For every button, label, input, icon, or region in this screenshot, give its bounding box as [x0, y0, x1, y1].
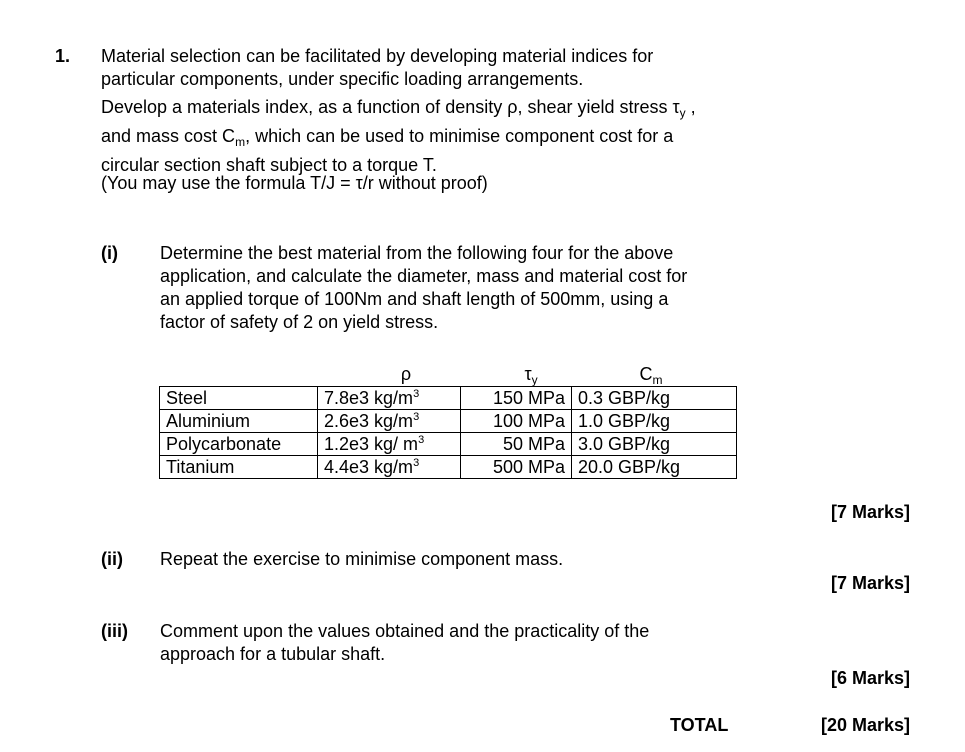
mass-cost-cell: 3.0 GBP/kg: [572, 433, 737, 456]
shear-yield-cell: 100 MPa: [461, 410, 572, 433]
intro-line: Material selection can be facilitated by developing material indices for: [101, 46, 654, 66]
develop-line2-text: and mass cost C: [101, 126, 236, 146]
material-name: Polycarbonate: [160, 433, 318, 456]
part-ii-text: Repeat the exercise to minimise component mass.: [160, 549, 564, 569]
total-label: TOTAL: [670, 715, 729, 735]
density-value: 2.6e3 kg/m: [324, 411, 414, 431]
density-exponent: 3: [413, 411, 420, 423]
table-row: [160, 410, 737, 433]
table-row: [160, 433, 737, 456]
part-iii-line: approach for a tubular shaft.: [160, 644, 386, 664]
header-density: ρ: [400, 364, 412, 384]
density-value: 4.4e3 kg/m: [324, 457, 414, 477]
mass-cost-cell: 20.0 GBP/kg: [572, 456, 737, 479]
total-marks: [20 Marks]: [820, 715, 910, 735]
materials-table: [159, 386, 737, 479]
mass-cost-cell: 1.0 GBP/kg: [572, 410, 737, 433]
develop-line: [101, 96, 696, 125]
part-i-line: an applied torque of 100Nm and shaft length of 500mm, using a: [160, 289, 669, 309]
table-row: [160, 387, 737, 410]
header-cost-symbol: C: [639, 364, 653, 384]
question-intro: [101, 45, 653, 91]
density-exponent: 3: [413, 457, 420, 469]
part-ii-marks: [7 Marks]: [830, 573, 910, 593]
part-i-line: application, and calculate the diameter, mass and material cost for: [160, 266, 688, 286]
density-cell: [318, 410, 461, 433]
part-iii-label: (iii): [101, 621, 128, 641]
density-value: 7.8e3 kg/m: [324, 388, 414, 408]
part-i-marks: [7 Marks]: [830, 502, 910, 522]
part-i-line: Determine the best material from the following four for the above: [160, 243, 674, 263]
density-cell: [318, 387, 461, 410]
material-name: Titanium: [160, 456, 318, 479]
part-ii-label: (ii): [101, 549, 123, 569]
develop-line1-post: ,: [685, 97, 696, 117]
shear-yield-cell: 500 MPa: [461, 456, 572, 479]
question-develop: [101, 96, 696, 177]
shear-yield-cell: 50 MPa: [461, 433, 572, 456]
table-row: [160, 456, 737, 479]
header-tau-subscript: y: [531, 373, 538, 387]
density-exponent: 3: [413, 388, 420, 400]
part-iii-text: [160, 620, 649, 666]
develop-line: circular section shaft subject to a torque T.: [101, 155, 437, 175]
part-i-label: (i): [101, 243, 118, 263]
part-iii-line: Comment upon the values obtained and the practicality of the: [160, 621, 650, 641]
intro-line: particular components, under specific loading arrangements.: [101, 69, 584, 89]
header-tau-symbol: τ: [524, 364, 532, 384]
part-i-line: factor of safety of 2 on yield stress.: [160, 312, 439, 332]
density-exponent: 3: [418, 434, 425, 446]
density-value: 1.2e3 kg/ m: [324, 434, 419, 454]
develop-line2-post: , which can be used to minimise component cost for a: [245, 126, 674, 146]
question-number: 1.: [55, 46, 71, 66]
material-name: Aluminium: [160, 410, 318, 433]
mass-cost-cell: 0.3 GBP/kg: [572, 387, 737, 410]
part-i-text: [160, 242, 687, 334]
develop-line: [101, 125, 696, 154]
shear-yield-cell: 150 MPa: [461, 387, 572, 410]
formula-note: (You may use the formula T/J = τ/r without proof): [101, 173, 488, 193]
cost-subscript: m: [235, 135, 246, 149]
density-cell: [318, 456, 461, 479]
develop-line1-text: Develop a materials index, as a function of density ρ, shear yield stress τ: [101, 97, 680, 117]
density-cell: [318, 433, 461, 456]
part-iii-marks: [6 Marks]: [830, 668, 910, 688]
header-cost-subscript: m: [652, 373, 663, 387]
material-name: Steel: [160, 387, 318, 410]
tau-subscript: y: [679, 106, 686, 120]
